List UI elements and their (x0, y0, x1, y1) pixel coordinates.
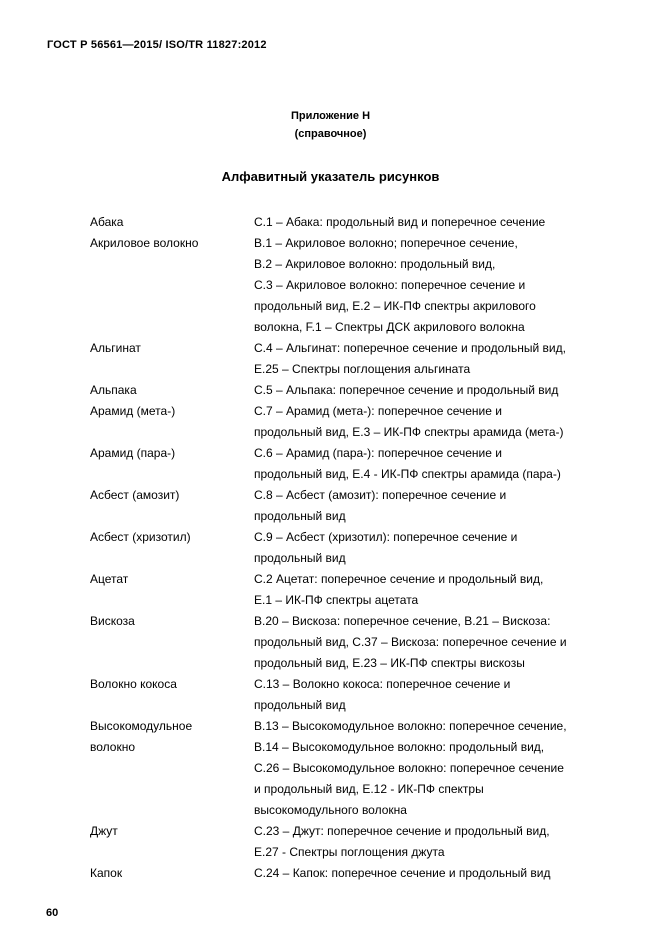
index-figure-refs (254, 569, 590, 611)
index-ref-line: Е.27 - Спектры поглощения джута (254, 845, 445, 859)
index-ref-line: продольный вид, Е.2 – ИК-ПФ спектры акрилового (254, 299, 536, 313)
index-term-line: Асбест (хризотил) (90, 530, 191, 544)
index-term-line: Абака (90, 215, 124, 229)
index-term (90, 401, 254, 443)
index-ref-line: С.5 – Альпака: поперечное сечение и продольный вид (254, 383, 559, 397)
index-entry (90, 485, 590, 527)
index-term-line: Высокомодульное (90, 719, 193, 733)
index-term-line: Альгинат (90, 341, 141, 355)
appendix-title: Приложение Н (290, 110, 371, 122)
index-term (90, 233, 254, 338)
index-ref-line: С.3 – Акриловое волокно: поперечное сечение и (254, 278, 526, 292)
index-entry (90, 863, 590, 884)
index-ref-line: С.8 – Асбест (амозит): поперечное сечение и (254, 488, 507, 502)
index-term-line: Вискоза (90, 614, 135, 628)
index-ref-line: С.13 – Волокно кокоса: поперечное сечение и (254, 677, 511, 691)
index-ref-line: В.13 – Высокомодульное волокно: поперечное сечение, (254, 719, 567, 733)
index-term-line: Асбест (амозит) (90, 488, 180, 502)
index-term (90, 863, 254, 884)
index-ref-line: С.2 Ацетат: поперечное сечение и продольный вид, (254, 572, 544, 586)
index-figure-refs (254, 443, 590, 485)
index-term (90, 338, 254, 380)
index-term-line: волокно (90, 740, 136, 754)
index-figure-refs (254, 674, 590, 716)
index-term (90, 380, 254, 401)
index-figure-refs (254, 401, 590, 443)
index-term-line: Волокно кокоса (90, 677, 177, 691)
index-entry (90, 233, 590, 338)
index-entries (90, 212, 590, 884)
index-entry (90, 674, 590, 716)
index-figure-refs (254, 212, 590, 233)
appendix-subtitle: (справочное) (294, 128, 367, 140)
index-ref-line: С.7 – Арамид (мета-): поперечное сечение и (254, 404, 502, 418)
index-entry (90, 821, 590, 863)
index-ref-line: В.20 – Вискоза: поперечное сечение, В.21 – Вискоза: (254, 614, 551, 628)
index-ref-line: С.24 – Капок: поперечное сечение и продольный вид (254, 866, 551, 880)
index-entry (90, 401, 590, 443)
index-ref-line: С.6 – Арамид (пара-): поперечное сечение и (254, 446, 502, 460)
index-term-line: Ацетат (90, 572, 129, 586)
index-ref-line: С.4 – Альгинат: поперечное сечение и продольный вид, (254, 341, 566, 355)
index-ref-line: С.23 – Джут: поперечное сечение и продольный вид, (254, 824, 550, 838)
index-term (90, 569, 254, 611)
index-entry (90, 443, 590, 485)
index-term (90, 716, 254, 821)
index-term (90, 674, 254, 716)
index-figure-refs (254, 485, 590, 527)
index-ref-line: высокомодульного волокна (254, 803, 407, 817)
index-figure-refs (254, 821, 590, 863)
index-figure-refs (254, 716, 590, 821)
index-figure-refs (254, 527, 590, 569)
index-figure-refs (254, 863, 590, 884)
index-entry (90, 611, 590, 674)
index-ref-line: продольный вид, С.37 – Вискоза: поперечное сечение и (254, 635, 567, 649)
index-ref-line: В.1 – Акриловое волокно; поперечное сечение, (254, 236, 518, 250)
index-term (90, 212, 254, 233)
index-ref-line: продольный вид (254, 509, 346, 523)
index-ref-line: волокна, F.1 – Спектры ДСК акрилового волокна (254, 320, 525, 334)
index-term-line: Арамид (мета-) (90, 404, 176, 418)
index-ref-line: продольный вид, Е.4 - ИК-ПФ спектры арамида (пара-) (254, 467, 561, 481)
index-term (90, 611, 254, 674)
index-term-line: Акриловое волокно (90, 236, 199, 250)
document-code-header: ГОСТ Р 56561—2015/ ISO/TR 11827:2012 (47, 39, 267, 51)
index-figure-refs (254, 233, 590, 338)
index-figure-refs (254, 611, 590, 674)
index-figure-refs (254, 380, 590, 401)
index-ref-line: продольный вид, Е.23 – ИК-ПФ спектры вискозы (254, 656, 525, 670)
index-ref-line: продольный вид (254, 698, 346, 712)
index-entry (90, 569, 590, 611)
index-ref-line: продольный вид, Е.3 – ИК-ПФ спектры арамида (мета-) (254, 425, 564, 439)
index-term-line: Капок (90, 866, 123, 880)
index-ref-line: продольный вид (254, 551, 346, 565)
page-number: 60 (46, 907, 59, 919)
index-ref-line: Е.1 – ИК-ПФ спектры ацетата (254, 593, 419, 607)
index-ref-line: С.26 – Высокомодульное волокно: поперечное сечение (254, 761, 564, 775)
index-title: Алфавитный указатель рисунков (221, 169, 440, 184)
index-ref-line: В.14 – Высокомодульное волокно: продольный вид, (254, 740, 545, 754)
index-entry (90, 716, 590, 821)
index-term (90, 527, 254, 569)
index-ref-line: С.9 – Асбест (хризотил): поперечное сечение и (254, 530, 518, 544)
index-term-line: Арамид (пара-) (90, 446, 176, 460)
index-ref-line: и продольный вид, Е.12 - ИК-ПФ спектры (254, 782, 484, 796)
index-term (90, 821, 254, 863)
index-ref-line: В.2 – Акриловое волокно: продольный вид, (254, 257, 496, 271)
index-term-line: Джут (90, 824, 118, 838)
index-term (90, 443, 254, 485)
index-ref-line: С.1 – Абака: продольный вид и поперечное сечение (254, 215, 546, 229)
index-entry (90, 380, 590, 401)
index-term-line: Альпака (90, 383, 137, 397)
index-entry (90, 338, 590, 380)
index-figure-refs (254, 338, 590, 380)
index-term (90, 485, 254, 527)
index-entry (90, 212, 590, 233)
index-ref-line: Е.25 – Спектры поглощения альгината (254, 362, 471, 376)
index-entry (90, 527, 590, 569)
